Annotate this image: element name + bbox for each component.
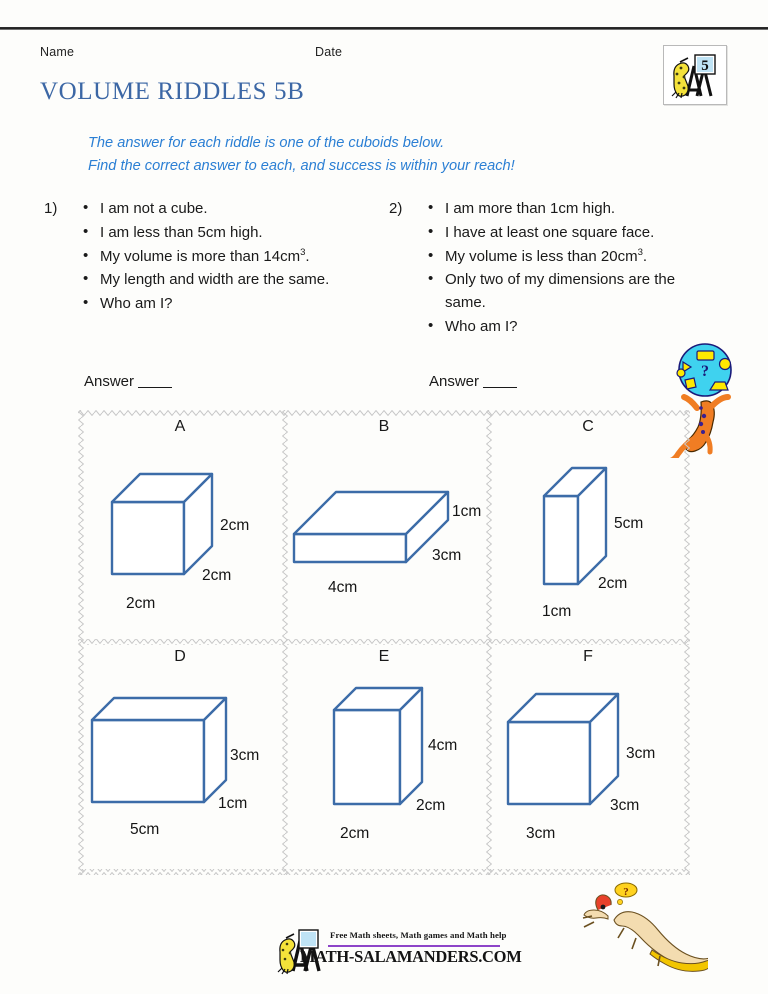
level-badge — [663, 45, 727, 105]
riddle-1-clue: • Who am I? — [100, 293, 344, 316]
answer-blank-2[interactable] — [483, 387, 517, 388]
date-label: Date — [315, 45, 343, 59]
riddle-2-clue-list — [389, 198, 689, 339]
riddle-1-clue: • I am not a cube. — [100, 198, 344, 221]
riddle-2-clue: • Only two of my dimensions are the same. — [445, 269, 689, 315]
cuboid-cell-a — [78, 410, 282, 642]
name-label: Name — [40, 45, 75, 59]
cuboid-cell-b — [282, 410, 486, 642]
thought-bubble-mark: ? — [623, 886, 629, 898]
riddle-1-clue: • My length and width are the same. — [100, 269, 344, 292]
footer-site-url[interactable]: MATH-SALAMANDERS.COM — [300, 947, 522, 966]
cuboid-cell-f — [486, 640, 690, 872]
footer-tagline: Free Math sheets, Math games and Math help — [330, 930, 507, 940]
cuboid-drawing-d — [78, 662, 282, 870]
cuboid-c-height-label: 5cm — [614, 515, 644, 532]
footer-logo — [272, 925, 522, 977]
cuboid-drawing-c — [486, 432, 690, 640]
cuboid-letter-e: E — [378, 648, 390, 665]
cuboid-d-width-label: 5cm — [130, 821, 160, 838]
cuboid-letter-d: D — [174, 648, 186, 665]
cuboid-cell-e — [282, 640, 486, 872]
cuboid-drawing-b — [282, 432, 486, 640]
riddle-1-clue: • I am less than 5cm high. — [100, 222, 344, 245]
answer-field-2[interactable] — [429, 373, 517, 390]
instruction-line-2: Find the correct answer to each, and success is within your reach! — [88, 157, 515, 174]
cuboid-drawing-f — [486, 662, 690, 870]
salamander-easel-icon — [664, 46, 724, 102]
instruction-line-1: The answer for each riddle is one of the cuboids below. — [88, 135, 445, 151]
riddle-1-clue — [100, 246, 344, 269]
cuboid-d-depth-label: 1cm — [218, 795, 248, 812]
cuboid-c-depth-label: 2cm — [598, 575, 628, 592]
cuboid-grid — [78, 410, 690, 875]
cuboid-cell-c — [486, 410, 690, 642]
instructions — [88, 132, 688, 177]
cuboid-b-width-label: 4cm — [328, 579, 358, 596]
cuboid-cell-d — [78, 640, 282, 872]
cuboid-f-depth-label: 3cm — [610, 797, 640, 814]
cuboid-e-depth-label: 2cm — [416, 797, 446, 814]
answer-label-1: Answer — [84, 373, 135, 390]
riddle-2 — [389, 198, 689, 340]
riddle-1-clue-list — [44, 198, 344, 316]
cuboid-d-height-label: 3cm — [230, 747, 260, 764]
riddle-1-clue-text: My volume is more than $14cm^3$. — [100, 246, 310, 265]
cuboid-letter-a: A — [174, 418, 186, 435]
page-title: VOLUME RIDDLES 5B — [40, 78, 305, 105]
riddle-2-clue — [445, 246, 689, 269]
cuboid-drawing-a — [78, 432, 282, 640]
answer-blank-1[interactable] — [138, 387, 172, 388]
answer-label-2: Answer — [429, 373, 480, 390]
riddle-2-clue-text: My volume is less than $20cm^3$. — [445, 246, 648, 265]
thinking-salamander-decoration — [578, 880, 708, 980]
header-divider — [0, 27, 768, 30]
answer-field-1[interactable] — [84, 373, 172, 390]
cuboid-a-width-label: 2cm — [126, 595, 156, 612]
badge-level-text: 5 — [701, 58, 709, 74]
riddle-1-number: 1) — [44, 200, 58, 217]
cuboid-letter-f: F — [583, 648, 593, 665]
riddle-2-clue: • I have at least one square face. — [445, 222, 689, 245]
cuboid-b-depth-label: 3cm — [432, 547, 462, 564]
cuboid-e-height-label: 4cm — [428, 737, 458, 754]
cuboid-a-height-label: 2cm — [220, 517, 250, 534]
cuboid-f-height-label: 3cm — [626, 745, 656, 762]
cuboid-c-width-label: 1cm — [542, 603, 572, 620]
question-ball-mark: ? — [701, 363, 709, 380]
riddle-2-clue: • I am more than 1cm high. — [445, 198, 689, 221]
riddle-1 — [44, 198, 344, 317]
cuboid-letter-c: C — [582, 418, 594, 435]
riddle-2-clue: • Who am I? — [445, 316, 689, 339]
riddle-2-number: 2) — [389, 200, 403, 217]
cuboid-f-width-label: 3cm — [526, 825, 556, 842]
cuboid-drawing-e — [282, 662, 486, 870]
cuboid-e-width-label: 2cm — [340, 825, 370, 842]
cuboid-a-depth-label: 2cm — [202, 567, 232, 584]
cuboid-b-height-label: 1cm — [452, 503, 482, 520]
cuboid-letter-b: B — [378, 418, 390, 435]
